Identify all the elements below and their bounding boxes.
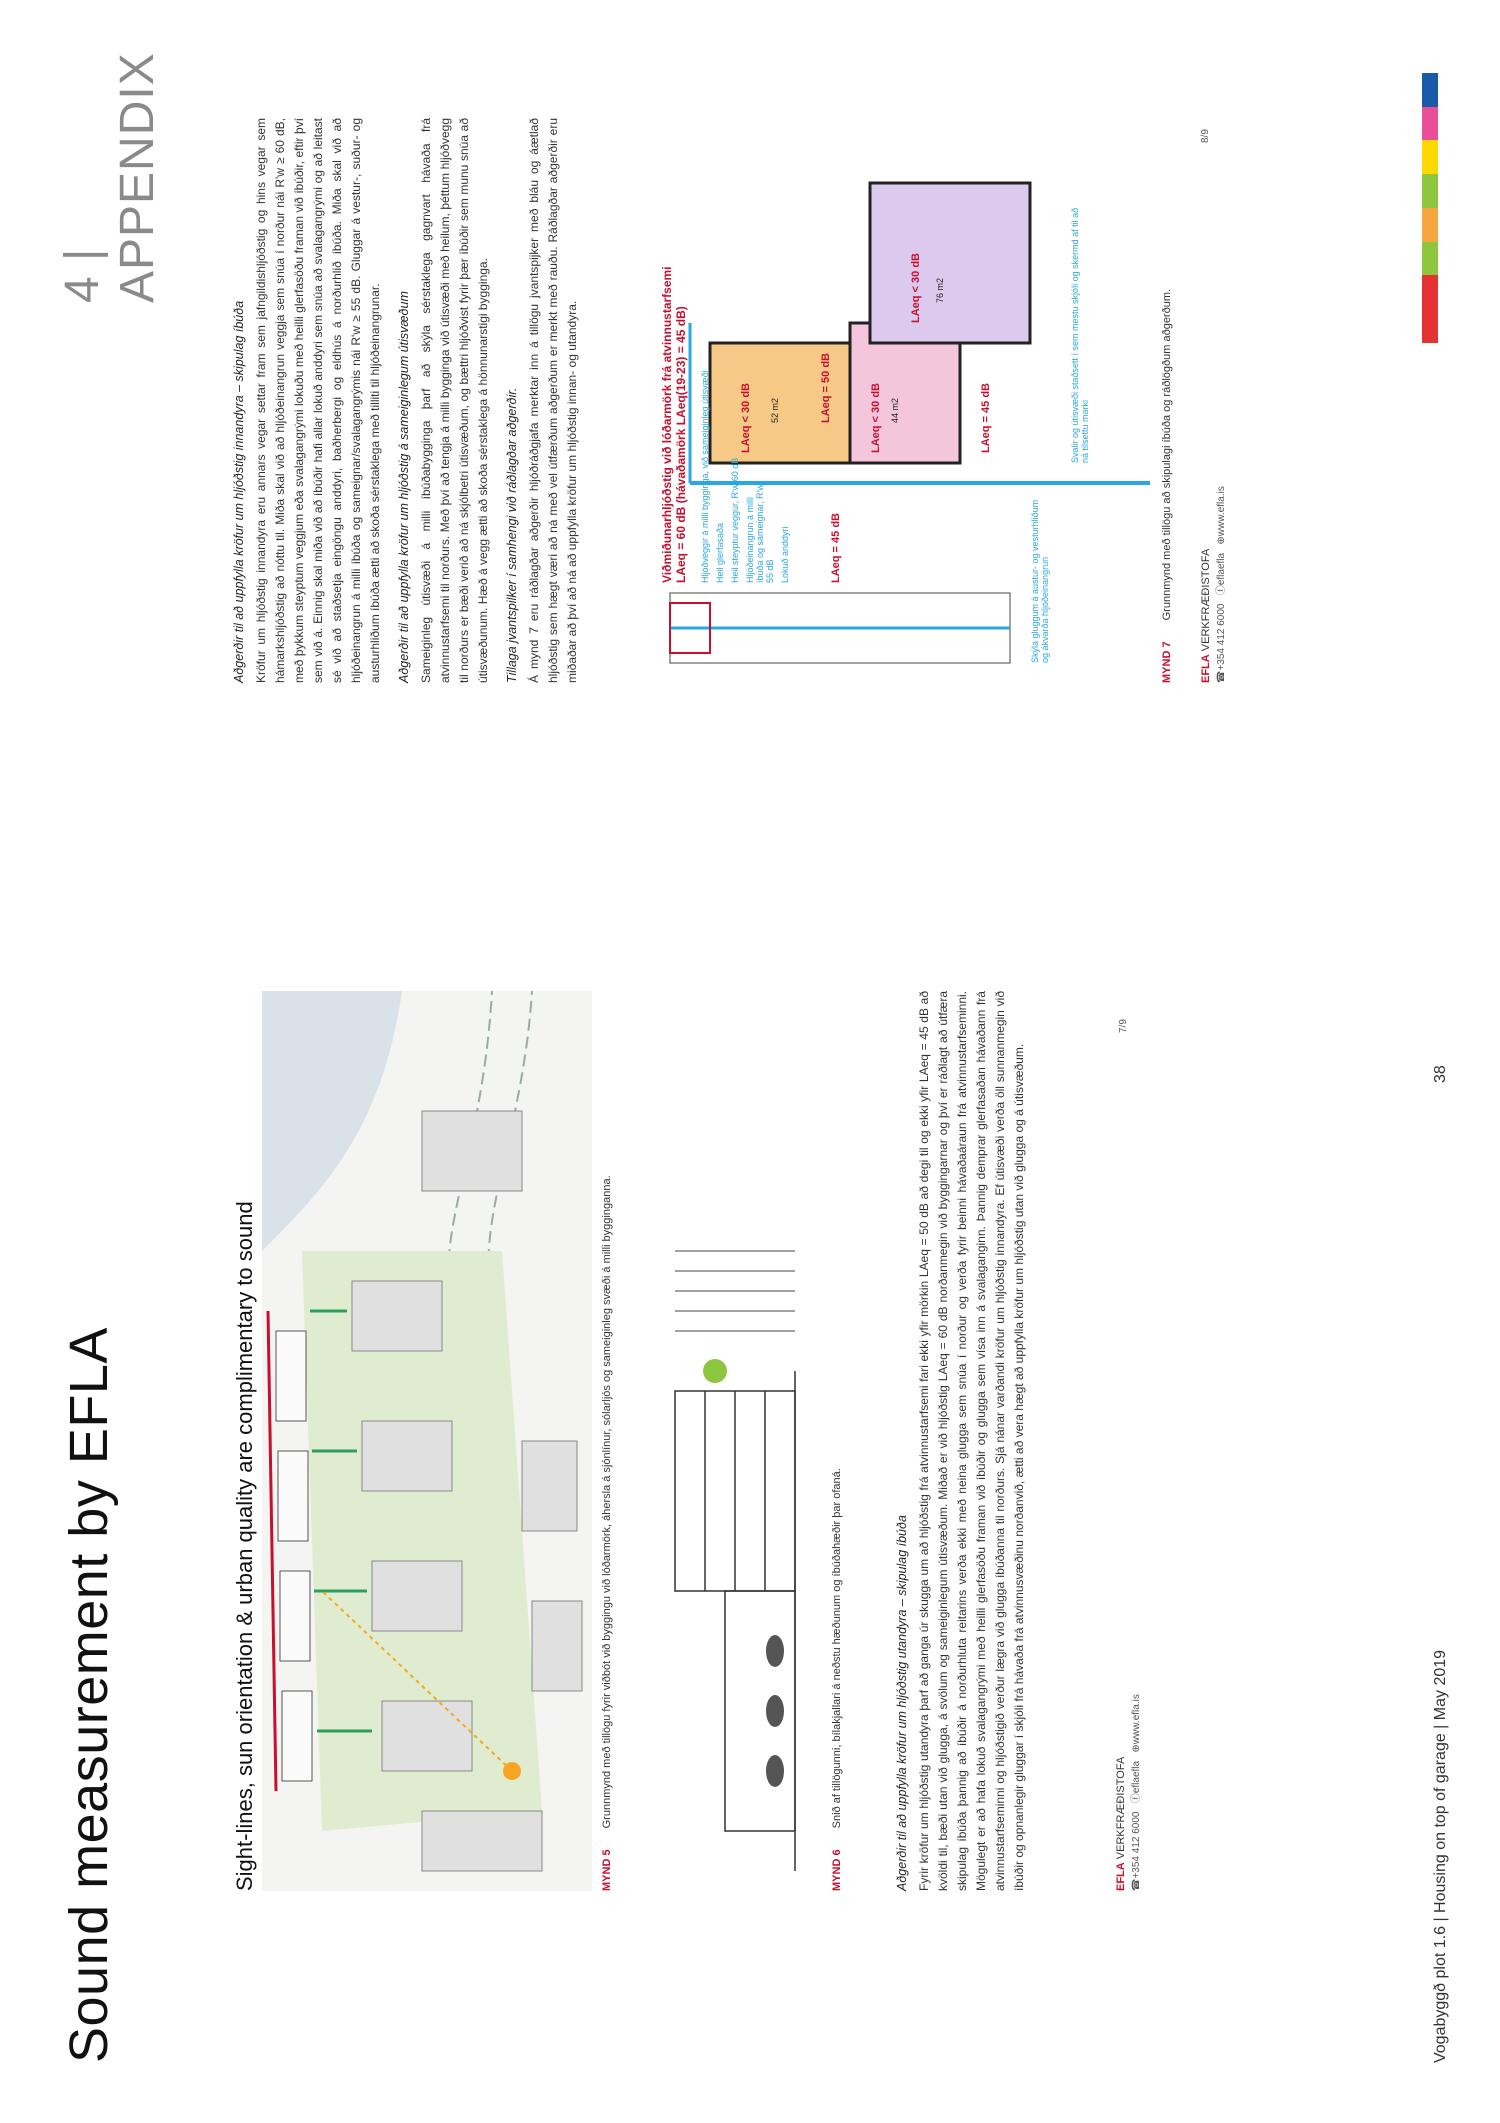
- phone-icon: ☎: [1216, 670, 1227, 683]
- section-drawing: [655, 1191, 820, 1891]
- plan-label-glass: Heil glerfasaða: [715, 522, 725, 583]
- left-page-no: 7/9: [1118, 1019, 1129, 1033]
- figure6-caption: [830, 991, 845, 1891]
- left-section-heading: Aðgerðir til að uppfylla kröfur um hljóðstig utandyra – skipulag íbúða: [895, 1515, 909, 1891]
- efla-brand-sub: VERKFRÆÐISTOFA: [1115, 1756, 1127, 1860]
- figure5-text: Grunnmynd með tillögu fyrir viðbót við byggingu við lóðarmörk, áhersla á sjónlínur, sólarljós og sameiginleg svæði á milli bygginganna.: [601, 1175, 613, 1829]
- left-subtitle: Sight-lines, sun orientation & urban quality are complimentary to sound: [232, 1201, 257, 1891]
- floor-plan: [650, 163, 1150, 683]
- site-plan-figure: [262, 991, 592, 1891]
- plan-label-l30c: LAeq < 30 dB: [910, 253, 922, 323]
- plan-title-line1: Viðmiðunarhljóðstig við lóðarmörk frá atvinnustarfsemi: [660, 266, 674, 583]
- plan-label-a44: 44 m2: [890, 397, 900, 423]
- figure7-caption: [1160, 118, 1175, 683]
- efla-brand: EFLA: [1200, 654, 1212, 683]
- right-efla-footer: [1200, 486, 1227, 683]
- figure6-text: Snið af tillögunni, bílakjallari á neðstu hæðunum og íbúðahæðir þar ofaná.: [831, 1468, 843, 1829]
- plan-label-a76: 76 m2: [935, 277, 945, 303]
- plan-label-l45b: LAeq = 45 dB: [980, 383, 992, 453]
- plan-label-entry: Lokuð anddyri: [780, 526, 790, 583]
- efla-brand-sub: VERKFRÆÐISTOFA: [1200, 548, 1212, 652]
- brand-color-stripe: [1422, 73, 1438, 343]
- document-footer: Vogabyggð plot 1.6 | Housing on top of garage | May 2019: [1432, 1649, 1449, 2063]
- plan-label-concrete: Heil steyptur veggur, R'w 60 dB: [730, 457, 740, 583]
- figure7-label: MYND 7: [1161, 641, 1173, 683]
- right-page-no: 8/9: [1200, 129, 1211, 143]
- efla-phone: +354 412 6000: [1216, 603, 1227, 671]
- right-section-1-body: Kröfur um hljóðstig innandyra eru annars vegar settar fram sem jafngildishljóðstig og hins vegar sem hámarkshljóðstig að nóttu til. Miða skal við að hljóðeinangrun veggja sem snúa í norður nái R'w ≥ 60 dB, með þykkum steyptum veggjum eða svalagangrými lokuðu með heilli glerfasöðu framan við íbúðir, eftir því sem við á. Einnig skal miða við að íbúðir hafi allar lokuð anddyri sem snúa að svalagangrými og að leitast sé við að staðsetja eingöngu anddyri, baðherbergi og eldhús á norðurhlið íbúða. Miða skal við að hljóðeinangrun á milli íbúða og sameignar/svalagangrýmis nái R'w ≥ 55 dB. Gluggar á vestur-, suður- og austurhliðum íbúða ætti að skoða sérstaklega með tilliti til hljóðeinangrunar.: [254, 118, 382, 683]
- efla-brand: EFLA: [1115, 1862, 1127, 1891]
- right-sections: [232, 118, 582, 683]
- web-icon: ⊕: [1216, 536, 1227, 545]
- efla-social: eflaefla: [1216, 552, 1227, 586]
- plan-label-l30a: LAeq < 30 dB: [740, 383, 752, 453]
- social-icon: ⓕ: [1131, 1793, 1142, 1804]
- phone-icon: ☎: [1131, 1878, 1142, 1891]
- right-section-2-heading: Aðgerðir til að uppfylla kröfur um hljóðstig á sameiginlegum útisvæðum: [397, 291, 411, 683]
- figure5-caption: [600, 991, 615, 1891]
- right-section-1-heading: Aðgerðir til að uppfylla kröfur um hljóðstig innandyra – skipulag íbúða: [232, 300, 246, 683]
- plan-label-a52: 52 m2: [770, 397, 780, 423]
- figure6-label: MYND 6: [831, 1849, 843, 1891]
- appendix-heading: 4 | APPENDIX: [56, 52, 164, 303]
- plan-label-windows-note: Skýla gluggum á austur- og vesturhliðum og ákvarða hljóðeinangrun: [1030, 499, 1050, 663]
- figure7-text: Grunnmynd með tillögu að skipulagi íbúða og ráðlögðum aðgerðum.: [1161, 288, 1173, 621]
- plan-label-l45a: LAeq = 45 dB: [830, 513, 842, 583]
- right-section-3-heading: Tillaga jvantspilker í samhengi við ráðlagðar aðgerðir.: [505, 387, 519, 683]
- right-section-2: [397, 118, 493, 683]
- plan-label-insulation: Hljóðeinangrun á milli íbúða og sameignar, R'w 55 dB: [745, 484, 775, 583]
- plan-label-l30b: LAeq < 30 dB: [870, 383, 882, 453]
- plan-title: [660, 203, 688, 583]
- efla-web: www.efla.is: [1216, 486, 1227, 537]
- plan-label-l50: LAeq = 50 dB: [820, 353, 832, 423]
- plan-label-wall: Hljóðveggir á milli bygginga, við sameiginleg útisvæði: [700, 370, 710, 583]
- right-section-1: [232, 118, 385, 683]
- page-title: Sound measurement by EFLA: [59, 1327, 119, 2063]
- right-section-3: [505, 118, 582, 683]
- social-icon: ⓕ: [1216, 585, 1227, 596]
- page-number: 38: [1432, 1065, 1449, 1083]
- plan-title-line2: LAeq = 60 dB (hávaðamörk LAeq(19-23) = 45 dB): [674, 306, 688, 583]
- figure5-label: MYND 5: [601, 1849, 613, 1891]
- plan-label-balcony-note: Svalir og útisvæði staðsett í sem mestu skjóli og skermd af til að ná tilsettu marki: [1070, 207, 1090, 463]
- efla-web: www.efla.is: [1131, 1694, 1142, 1745]
- web-icon: ⊕: [1131, 1744, 1142, 1753]
- right-section-3-body: Á mynd 7 eru ráðlagðar aðgerðir hljóðráðgjafa merktar inn á tillögu jvantspijker með bláu og áætlað hljóðstig sem hægt væri að ná með vel útfærðum aðgerðum er merkt með rauðu. Ráðlagðar aðgerðir eru miðaðar að því að ná að uppfylla kröfur um hljóðstig innan- og utandyra.: [527, 118, 579, 683]
- efla-phone: +354 412 6000: [1131, 1811, 1142, 1879]
- left-section-body: Fyrir kröfur um hljóðstig utandyra þarf að ganga úr skugga um að hljóðstig frá atvinnustarfsemi fari ekki yfir mörkin LAeq = 50 dB að degi til og ekki yfir LAeq = 45 dB að kvöldi til, bæði utan við glugga, á svölum og sameiginlegum útisvæðum. Miðað er við hljóðstig LAeq = 60 dB norðanmegin við byggingarnar og því er ráðlagt að útfæra skipulag íbúða þannig að íbúðir á norðurhluta reitarins verða ekki með neina glugga sem snúa í norður og verða fyrir beinni hávaðaáraun frá atvinnustarfseminni. Mögulegt er að hafa lokuð svalagangrými með heilli glerfasöðu framan við íbúðir og glugga sem vísa inn á svalaganginn. Þannig demprar glerfasaðan hávaðann frá atvinnustarfseminni og hljóðstigið verður lægra við glugga íbúðanna til norðurs. Sjá nánar varðandi kröfur um hljóðstig innandyra. Ef útisvæði verða öll sunnanmegin við íbúðir og opnanlegir gluggar í skjóli frá hávaða frá atvinnusvæðinu norðanvið, ætti að vera hægt að uppfylla kröfur um hljóðstig utan við glugga og á útisvæðum.: [917, 991, 1026, 1891]
- right-section-2-body: Sameiginleg útisvæði á milli íbúðabygginga þarf að skýla sérstaklega gagnvart hávaða frá atvinnustarfsemi til norðurs. Með því að tengja á milli bygginga við útisvæði með heilum, þéttum hljóðvegg til norðurs er bæði verið að ná skjólbetri útisvæðum, og bættri hljóðvist fyrir þær íbúðir sem munu snúa að útisvæðunum. Hæð á vegg ætti að skoða sérstaklega á hönnunarstigi bygginga.: [419, 118, 490, 683]
- left-efla-footer: [1115, 1694, 1142, 1891]
- efla-social: eflaefla: [1131, 1760, 1142, 1794]
- left-section: [895, 991, 1029, 1891]
